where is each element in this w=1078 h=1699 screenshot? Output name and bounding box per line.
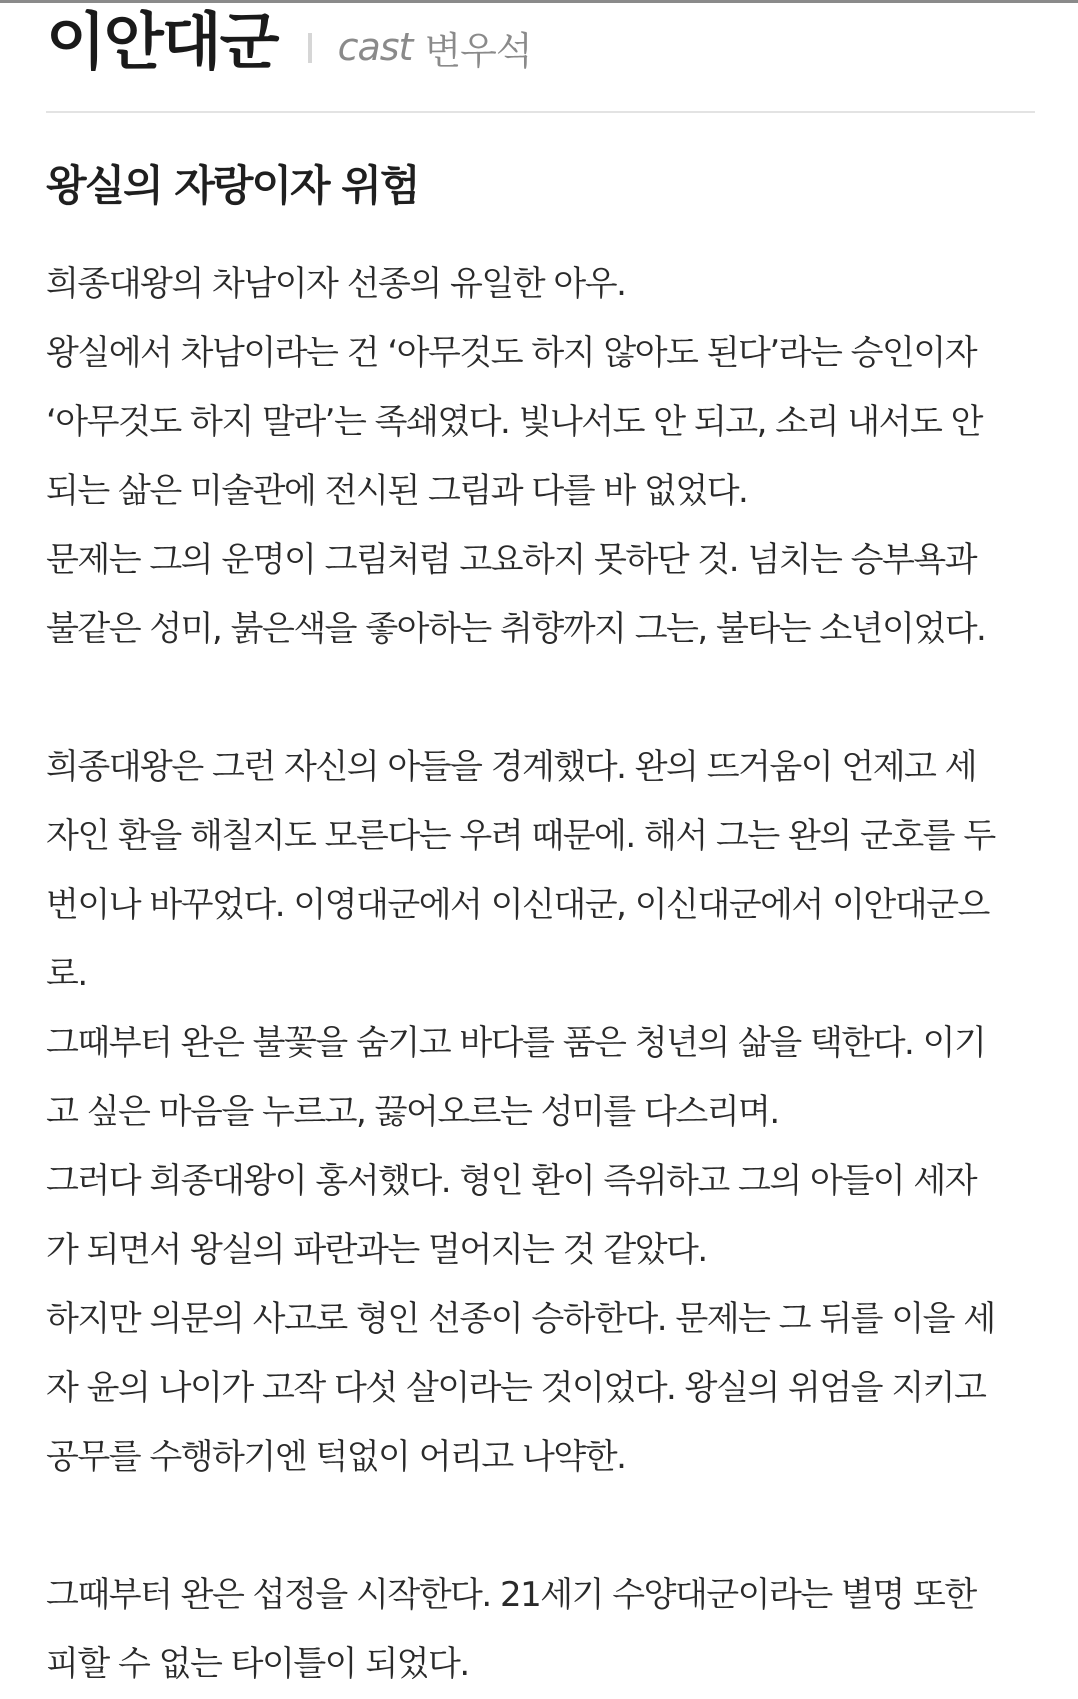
description-line: 그때부터 완은 섭정을 시작한다. 21세기 수양대군이라는 별명 또한 [46, 1575, 976, 1615]
header-divider [46, 111, 1035, 113]
description-line: ‘아무것도 하지 말라’는 족쇄였다. 빛나서도 안 되고, 소리 내서도 안 [46, 402, 982, 442]
description-line: 희종대왕의 차남이자 선종의 유일한 아우. [46, 264, 626, 304]
character-description [46, 250, 1036, 1699]
description-line: 그때부터 완은 불꽃을 숨기고 바다를 품은 청년의 삶을 택한다. 이기 [46, 1023, 986, 1063]
actor-name: 변우석 [424, 28, 532, 73]
paragraph-gap [46, 664, 1036, 733]
top-border [0, 0, 1078, 3]
description-line: 되는 삶은 미술관에 전시된 그림과 다를 바 없었다. [46, 471, 748, 511]
description-line: 자 윤의 나이가 고작 다섯 살이라는 것이었다. 왕실의 위엄을 지키고 [46, 1368, 986, 1408]
paragraph-gap [46, 1492, 1036, 1561]
character-header [46, 4, 532, 80]
description-line: 공무를 수행하기엔 턱없이 어리고 나약한. [46, 1437, 626, 1477]
description-line: 피할 수 없는 타이틀이 되었다. [46, 1644, 469, 1684]
description-line: 로. [46, 954, 87, 994]
character-name: 이안대군 [46, 5, 278, 78]
cast-label: cast [337, 25, 413, 69]
character-tagline: 왕실의 자랑이자 위험 [46, 161, 419, 210]
description-line: 문제는 그의 운명이 그림처럼 고요하지 못하단 것. 넘치는 승부욕과 [46, 540, 977, 580]
header-separator [308, 33, 312, 63]
description-line: 희종대왕은 그런 자신의 아들을 경계했다. 완의 뜨거움이 언제고 세 [46, 747, 977, 787]
description-line: 번이나 바꾸었다. 이영대군에서 이신대군, 이신대군에서 이안대군으 [46, 885, 989, 925]
description-line: 가 되면서 왕실의 파란과는 멀어지는 것 같았다. [46, 1230, 707, 1270]
description-line: 불같은 성미, 붉은색을 좋아하는 취향까지 그는, 불타는 소년이었다. [46, 609, 986, 649]
description-line: 고 싶은 마음을 누르고, 끓어오르는 성미를 다스리며. [46, 1092, 779, 1132]
description-line: 그러다 희종대왕이 홍서했다. 형인 환이 즉위하고 그의 아들이 세자 [46, 1161, 977, 1201]
description-line: 하지만 의문의 사고로 형인 선종이 승하한다. 문제는 그 뒤를 이을 세 [46, 1299, 995, 1339]
description-line: 왕실에서 차남이라는 건 ‘아무것도 하지 않아도 된다’라는 승인이자 [46, 333, 977, 373]
description-line: 자인 환을 해칠지도 모른다는 우려 때문에. 해서 그는 완의 군호를 두 [46, 816, 995, 856]
